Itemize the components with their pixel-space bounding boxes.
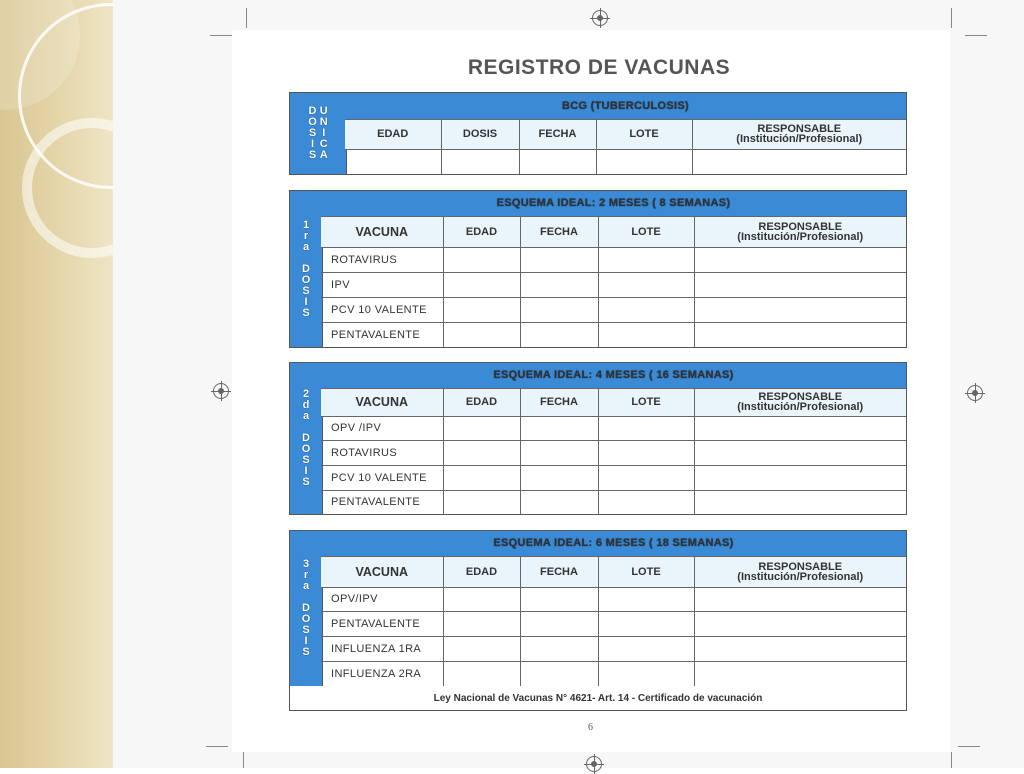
table-cell[interactable] (519, 149, 596, 174)
section-header: ESQUEMA IDEAL: 6 MESES ( 18 SEMANAS) (321, 531, 906, 556)
table-row (321, 247, 906, 272)
page-title: REGISTRO DE VACUNAS (467, 56, 731, 79)
column-header-fecha: FECHA (519, 119, 596, 149)
vaccine-name: INFLUENZA 1RA (321, 637, 443, 662)
table-cell[interactable] (443, 612, 520, 637)
second-dose-table (321, 363, 906, 514)
registration-mark-icon (213, 383, 229, 399)
column-header-edad: EDAD (443, 388, 520, 416)
bcg-section (289, 92, 907, 175)
vaccine-name: PENTAVALENTE (321, 612, 443, 637)
crop-mark (951, 752, 952, 768)
crop-mark (958, 746, 980, 747)
table-cell[interactable] (520, 272, 598, 297)
column-header-fecha: FECHA (520, 556, 598, 587)
first-dose-section (289, 190, 907, 348)
column-header-edad: EDAD (443, 556, 520, 587)
table-cell[interactable] (598, 587, 694, 612)
table-cell[interactable] (345, 149, 441, 174)
registration-mark-icon (586, 756, 602, 772)
section-header: ESQUEMA IDEAL: 4 MESES ( 16 SEMANAS) (321, 363, 906, 388)
table-cell[interactable] (598, 323, 694, 347)
table-cell[interactable] (694, 662, 906, 686)
crop-mark (246, 8, 247, 28)
table-cell[interactable] (598, 662, 694, 686)
table-cell[interactable] (692, 149, 906, 174)
table-cell[interactable] (443, 297, 520, 322)
section-header: ESQUEMA IDEAL: 2 MESES ( 8 SEMANAS) (321, 191, 906, 216)
side-label-dosis: D O S I S (308, 105, 317, 161)
table-cell[interactable] (443, 416, 520, 441)
table-row (321, 637, 906, 662)
table-cell[interactable] (443, 465, 520, 490)
table-cell[interactable] (520, 587, 598, 612)
column-header-lote: LOTE (598, 216, 694, 247)
table-cell[interactable] (520, 490, 598, 514)
column-header-responsable: RESPONSABLE (Institución/Profesional) (694, 556, 906, 587)
table-cell[interactable] (520, 247, 598, 272)
table-cell[interactable] (694, 416, 906, 441)
third-dose-table (321, 531, 906, 686)
table-row (321, 416, 906, 441)
table-cell[interactable] (441, 149, 519, 174)
bcg-table (345, 93, 906, 174)
column-header-vacuna: VACUNA (321, 388, 443, 416)
side-label: 3 r a D O S I S (301, 558, 311, 658)
law-footer: Ley Nacional de Vacunas N° 4621- Art. 14 - Certificado de vacunación (289, 686, 907, 711)
first-dose-table (321, 191, 906, 347)
dose-label-unica (290, 93, 347, 174)
crop-mark (210, 35, 232, 36)
side-label: 1 r a D O S I S (301, 218, 311, 319)
crop-mark (951, 8, 952, 28)
column-header-lote: LOTE (596, 119, 692, 149)
dose-label-3ra (290, 531, 323, 686)
vaccine-name: PCV 10 VALENTE (321, 465, 443, 490)
column-header-lote: LOTE (598, 556, 694, 587)
table-cell[interactable] (694, 587, 906, 612)
table-cell[interactable] (694, 637, 906, 662)
vaccine-name: ROTAVIRUS (321, 441, 443, 466)
table-row (321, 297, 906, 322)
column-header-fecha: FECHA (520, 388, 598, 416)
table-cell[interactable] (443, 247, 520, 272)
vaccine-name: PCV 10 VALENTE (321, 297, 443, 322)
column-header-responsable: RESPONSABLE (Institución/Profesional) (692, 119, 906, 149)
table-row (321, 612, 906, 637)
table-cell[interactable] (598, 297, 694, 322)
table-cell[interactable] (520, 612, 598, 637)
table-cell[interactable] (520, 416, 598, 441)
dose-label-2da (290, 363, 323, 514)
vaccine-name: OPV /IPV (321, 416, 443, 441)
table-cell[interactable] (598, 247, 694, 272)
table-cell[interactable] (520, 441, 598, 466)
table-cell[interactable] (598, 416, 694, 441)
table-cell[interactable] (520, 297, 598, 322)
table-cell[interactable] (598, 272, 694, 297)
vaccine-name: ROTAVIRUS (321, 247, 443, 272)
table-cell[interactable] (443, 441, 520, 466)
table-row (321, 441, 906, 466)
table-row (321, 465, 906, 490)
vaccine-name: IPV (321, 272, 443, 297)
column-header-vacuna: VACUNA (321, 556, 443, 587)
column-header-vacuna: VACUNA (321, 216, 443, 247)
column-header-responsable: RESPONSABLE (Institución/Profesional) (694, 388, 906, 416)
third-dose-section (289, 530, 907, 687)
side-label: 2 d a D O S I S (301, 388, 311, 488)
table-cell[interactable] (443, 637, 520, 662)
table-cell[interactable] (598, 612, 694, 637)
section-header: BCG (TUBERCULOSIS) (345, 93, 906, 119)
crop-mark (243, 752, 244, 768)
table-cell[interactable] (443, 490, 520, 514)
table-row (321, 662, 906, 686)
second-dose-section (289, 362, 907, 515)
crop-mark (206, 746, 228, 747)
crop-mark (965, 35, 987, 36)
table-cell[interactable] (443, 662, 520, 686)
table-cell[interactable] (443, 587, 520, 612)
table-cell[interactable] (520, 465, 598, 490)
table-cell[interactable] (694, 247, 906, 272)
column-header-lote: LOTE (598, 388, 694, 416)
table-cell[interactable] (598, 490, 694, 514)
table-cell[interactable] (598, 441, 694, 466)
vaccine-name: PENTAVALENTE (321, 323, 443, 347)
table-cell[interactable] (520, 662, 598, 686)
table-row (321, 272, 906, 297)
vaccine-name: INFLUENZA 2RA (321, 662, 443, 686)
table-cell[interactable] (520, 323, 598, 347)
table-row (321, 587, 906, 612)
table-cell[interactable] (443, 272, 520, 297)
table-row (321, 490, 906, 514)
table-cell[interactable] (694, 441, 906, 466)
table-cell[interactable] (694, 612, 906, 637)
column-header-edad: EDAD (443, 216, 520, 247)
column-header-edad: EDAD (345, 119, 441, 149)
table-row (321, 323, 906, 347)
table-cell[interactable] (694, 323, 906, 347)
table-cell[interactable] (694, 465, 906, 490)
table-cell[interactable] (694, 490, 906, 514)
page-number: 6 (588, 722, 593, 733)
table-cell[interactable] (598, 637, 694, 662)
table-cell[interactable] (598, 465, 694, 490)
table-cell[interactable] (596, 149, 692, 174)
vaccine-name: PENTAVALENTE (321, 490, 443, 514)
table-cell[interactable] (443, 323, 520, 347)
vaccine-name: OPV/IPV (321, 587, 443, 612)
registration-mark-icon (592, 10, 608, 26)
table-cell[interactable] (520, 637, 598, 662)
decorative-side-panel (0, 0, 113, 768)
table-cell[interactable] (694, 297, 906, 322)
table-cell[interactable] (694, 272, 906, 297)
side-label-unica: U N I C A (319, 105, 328, 161)
column-header-responsable: RESPONSABLE (Institución/Profesional) (694, 216, 906, 247)
registration-mark-icon (967, 385, 983, 401)
dose-label-1ra (290, 191, 323, 347)
column-header-fecha: FECHA (520, 216, 598, 247)
column-header-dosis: DOSIS (441, 119, 519, 149)
